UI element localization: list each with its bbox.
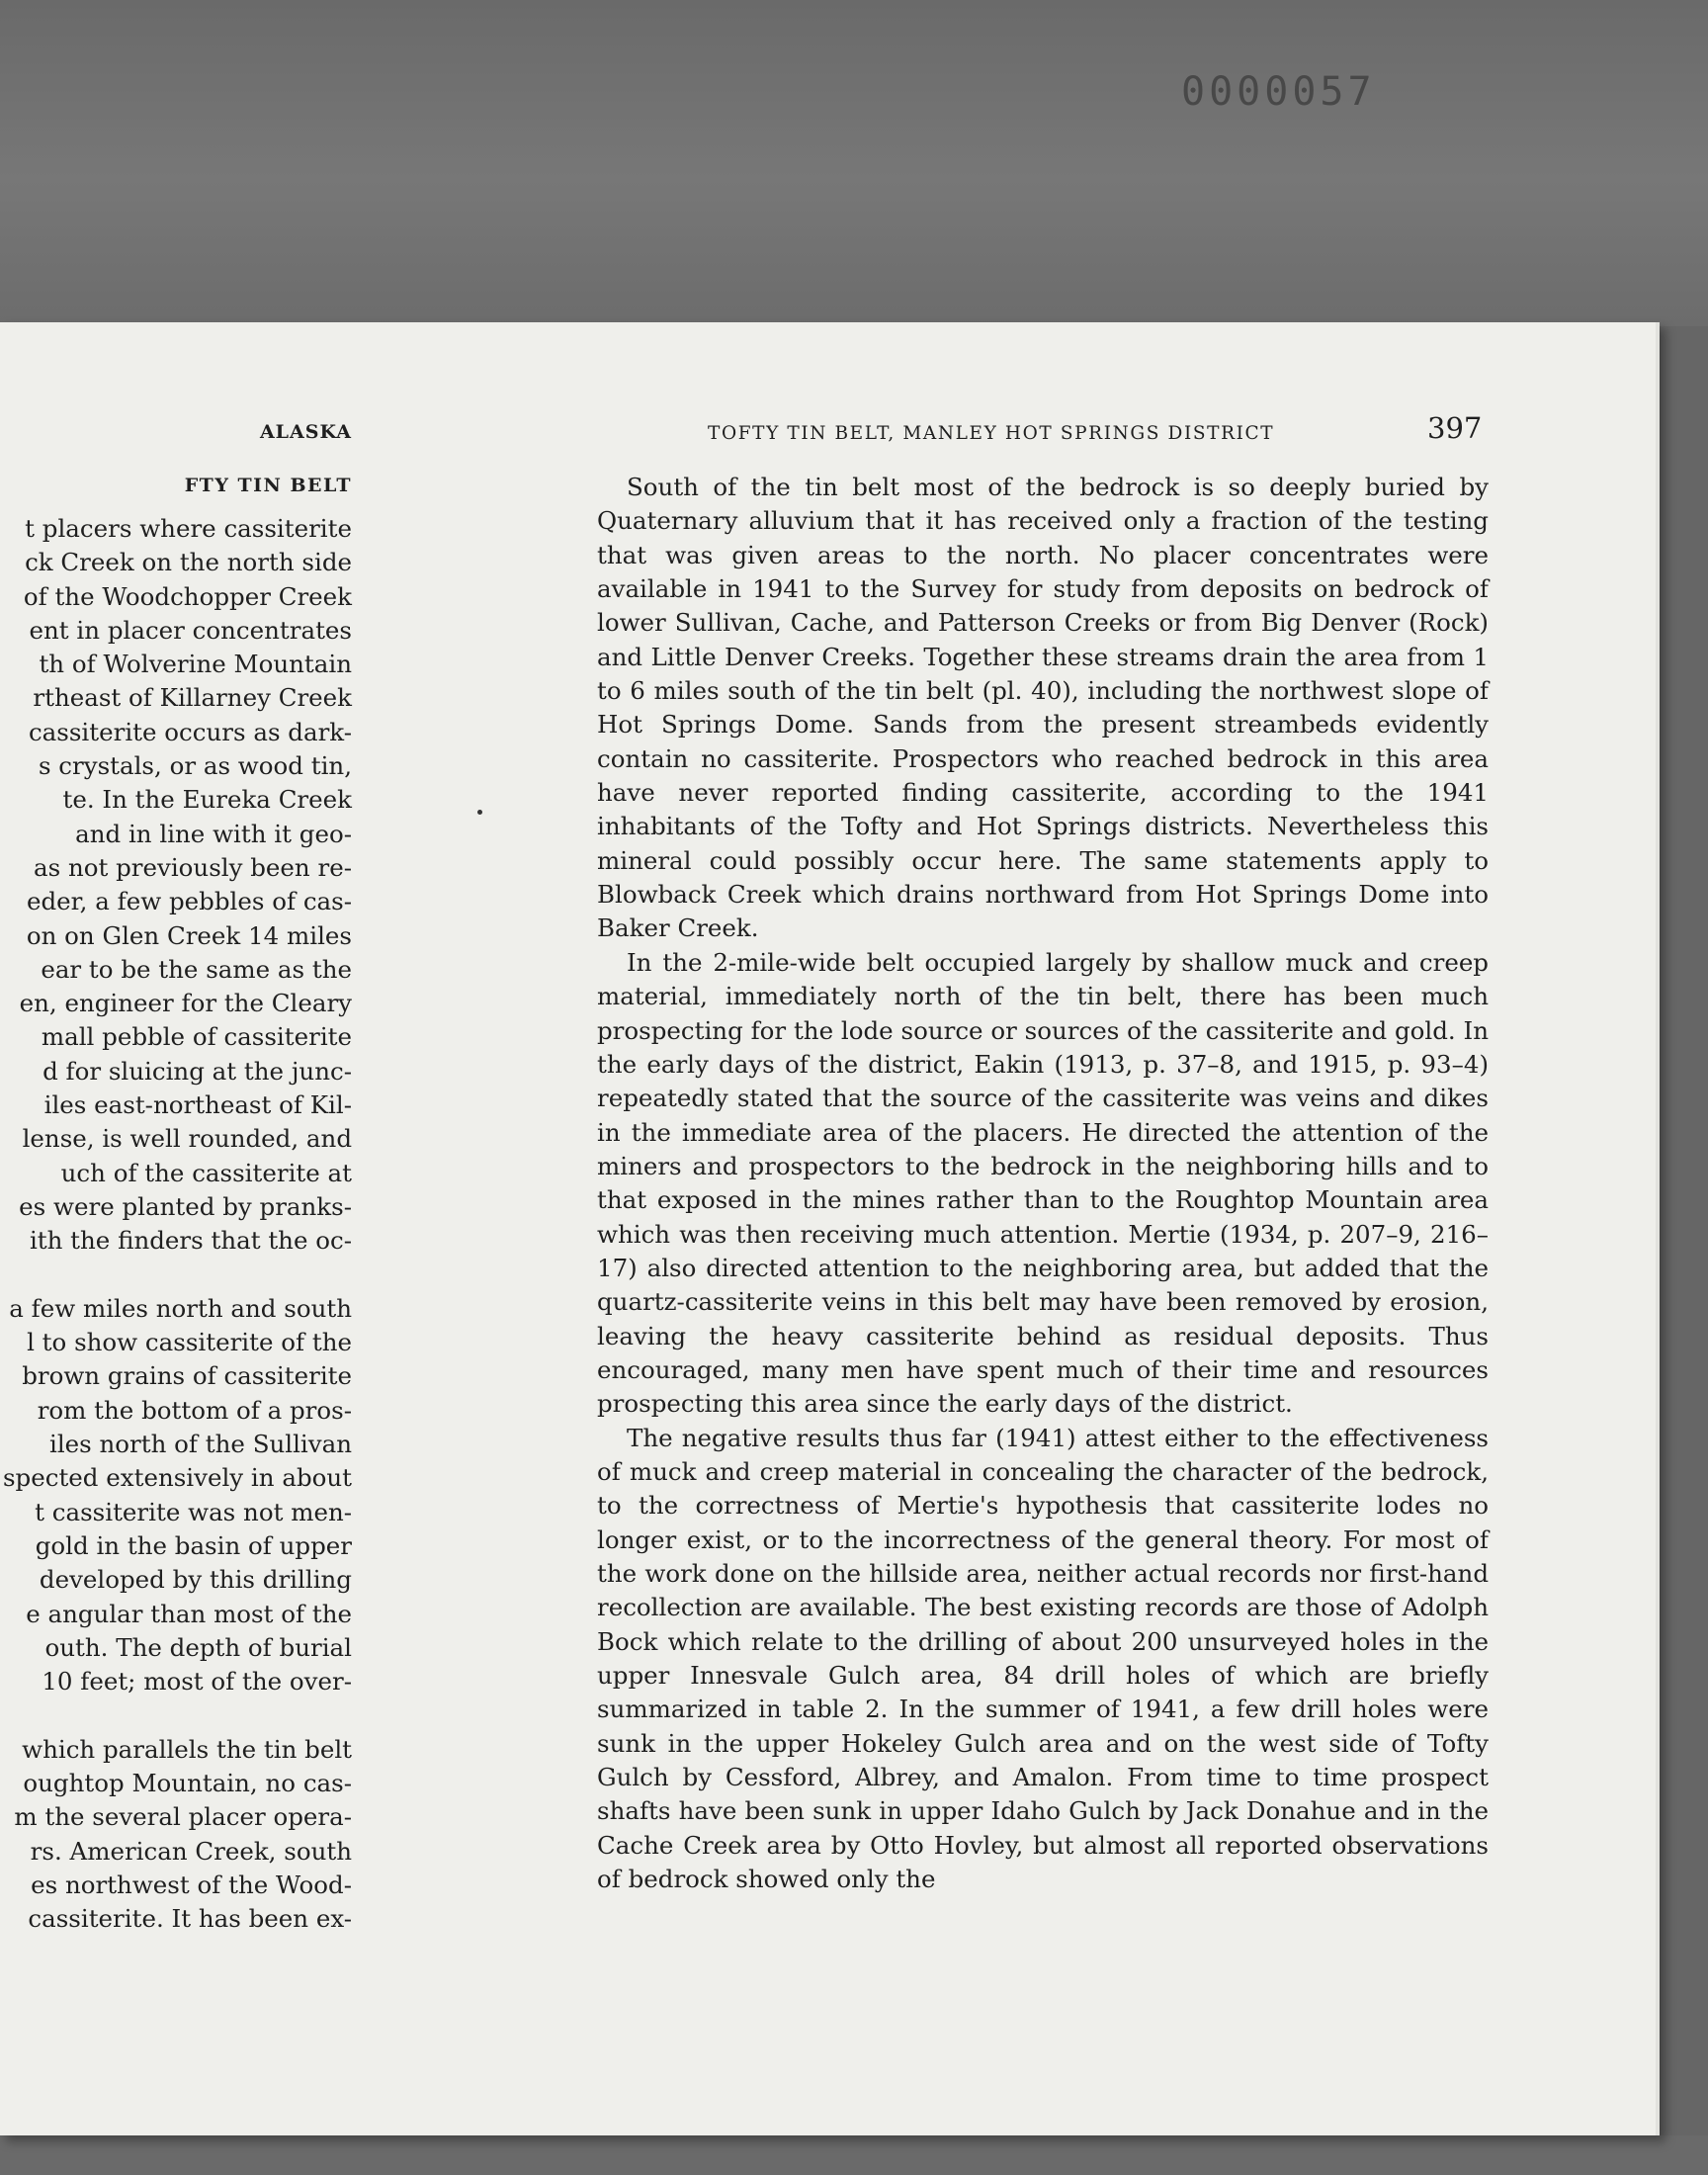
book-page xyxy=(0,322,1660,2135)
text-line: iles north of the Sullivan xyxy=(49,1430,352,1459)
scan-background-bottom xyxy=(0,2135,1708,2175)
text-line: t placers where cassiterite xyxy=(25,514,352,543)
text-line: th of Wolverine Mountain xyxy=(39,650,352,679)
text-line: rtheast of Killarney Creek xyxy=(33,683,352,713)
running-head: TOFTY TIN BELT, MANLEY HOT SPRINGS DISTRICT xyxy=(708,423,1275,444)
text-line: mall pebble of cassiterite xyxy=(41,1022,352,1052)
text-line: e angular than most of the xyxy=(26,1599,352,1628)
text-line: rs. American Creek, south xyxy=(30,1836,352,1866)
text-line: gold in the basin of upper xyxy=(35,1530,352,1560)
text-line: oughtop Mountain, no cas- xyxy=(23,1768,352,1797)
text-line: ck Creek on the north side xyxy=(25,548,352,577)
text-line: on on Glen Creek 14 miles xyxy=(26,920,352,950)
line-gap xyxy=(0,1259,352,1292)
text-line: d for sluicing at the junc- xyxy=(43,1056,352,1086)
line-gap xyxy=(0,1698,352,1732)
text-line: as not previously been re- xyxy=(33,852,352,882)
page-stamp-number: 0000057 xyxy=(1181,69,1376,115)
left-section-heading: FTY TIN BELT xyxy=(184,475,352,496)
text-line: s crystals, or as wood tin, xyxy=(38,751,352,781)
text-line: 10 feet; most of the over- xyxy=(42,1667,352,1696)
text-line: te. In the Eureka Creek xyxy=(62,785,352,815)
text-line: developed by this drilling xyxy=(39,1565,352,1595)
text-line: m the several placer opera- xyxy=(14,1802,352,1832)
text-line: cassiterite. It has been ex- xyxy=(28,1904,352,1934)
left-page-fragment xyxy=(0,322,358,2135)
text-line: ent in placer concentrates xyxy=(29,615,352,645)
left-text-lines xyxy=(0,512,352,1936)
body-text xyxy=(597,471,1489,1896)
text-line: es were planted by pranks- xyxy=(19,1191,352,1221)
text-line: lense, is well rounded, and xyxy=(22,1124,352,1154)
scan-background-top xyxy=(0,0,1708,326)
text-line: a few miles north and south xyxy=(9,1293,352,1323)
text-line: outh. The depth of burial xyxy=(44,1632,352,1662)
text-line: t cassiterite was not men- xyxy=(35,1497,352,1526)
text-line: rom the bottom of a pros- xyxy=(37,1395,352,1425)
text-line: ear to be the same as the xyxy=(41,954,352,984)
text-line: which parallels the tin belt xyxy=(22,1734,352,1764)
text-line: l to show cassiterite of the xyxy=(27,1328,352,1357)
text-line: eder, a few pebbles of cas- xyxy=(26,887,352,916)
text-line: en, engineer for the Cleary xyxy=(19,989,352,1018)
paragraph: The negative results thus far (1941) attest either to the effectiveness of muck and creep material in concealing the character of the bedrock, to the correctness of Mertie's hypothesis that cassiterite lodes no longer exist, or to the incorrectness of the general theory. For most of the work done on the hillside area, neither actual records nor first-hand recollection are available. The best existing records are those of Adolph Bock which relate to the drilling of about 200 unsurveyed holes in the upper Innesvale Gulch area, 84 drill holes of which are briefly summarized in table 2. In the summer of 1941, a few drill holes were sunk in the upper Hokeley Gulch area and on the west side of Tofty Gulch by Cessford, Albrey, and Amalon. From time to time prospect shafts have been sunk in upper Idaho Gulch by Jack Donahue and in the Cache Creek area by Otto Hovley, but almost all reported observations of bedrock showed only the xyxy=(597,1423,1489,1894)
text-line: ith the finders that the oc- xyxy=(29,1226,352,1256)
text-line: brown grains of cassiterite xyxy=(22,1361,352,1391)
text-line: iles east-northeast of Kil- xyxy=(43,1090,352,1120)
text-line: and in line with it geo- xyxy=(75,819,352,848)
paragraph: South of the tin belt most of the bedrock is so deeply buried by Quaternary alluvium that it has received only a fraction of the testing that was given areas to the north. No placer concentrates were available in 1941 to the Survey for study from deposits on bedrock of lower Sullivan, Cache, and Patterson Creeks or from Big Denver (Rock) and Little Denver Creeks. Together these streams drain the area from 1 to 6 miles south of the tin belt (pl. 40), including the northwest slope of Hot Springs Dome. Sands from the present streambeds evidently contain no cassiterite. Prospectors who reached bedrock in this area have never reported finding cassiterite, according to the 1941 inhabitants of the Tofty and Hot Springs districts. Nevertheless this mineral could possibly occur here. The same statements apply to Blowback Creek which drains northward from Hot Springs Dome into Baker Creek. xyxy=(597,473,1489,943)
text-line: uch of the cassiterite at xyxy=(60,1158,352,1187)
text-line: of the Woodchopper Creek xyxy=(23,581,352,611)
text-line: cassiterite occurs as dark- xyxy=(28,717,352,746)
text-line: spected extensively in about xyxy=(2,1463,352,1493)
paragraph: In the 2-mile-wide belt occupied largely by shallow muck and creep material, immediately north of the tin belt, there has been much prospecting for the lode source or sources of the cassiterite and gold. In the early days of the district, Eakin (1913, p. 37–8, and 1915, p. 93–4) repeatedly stated that the source of the cassiterite was veins and dikes in the immediate area of the placers. He directed the attention of the miners and prospectors to the bedrock in the neighboring hills and to that exposed in the mines rather than to the Roughtop Mountain area which was then receiving much attention. Mertie (1934, p. 207–9, 216–17) also directed attention to the neighboring area, but added that the quartz-cassiterite veins in this belt may have been removed by erosion, leaving the heavy cassiterite behind as residual deposits. Thus encouraged, many men have spent much of their time and resources prospecting this area since the early days of the district. xyxy=(597,947,1489,1419)
left-running-head: ALASKA xyxy=(259,421,352,443)
text-line: es northwest of the Wood- xyxy=(31,1870,352,1899)
page-number: 397 xyxy=(1427,411,1483,445)
scan-background-right xyxy=(1661,326,1708,2135)
speck xyxy=(477,810,482,815)
